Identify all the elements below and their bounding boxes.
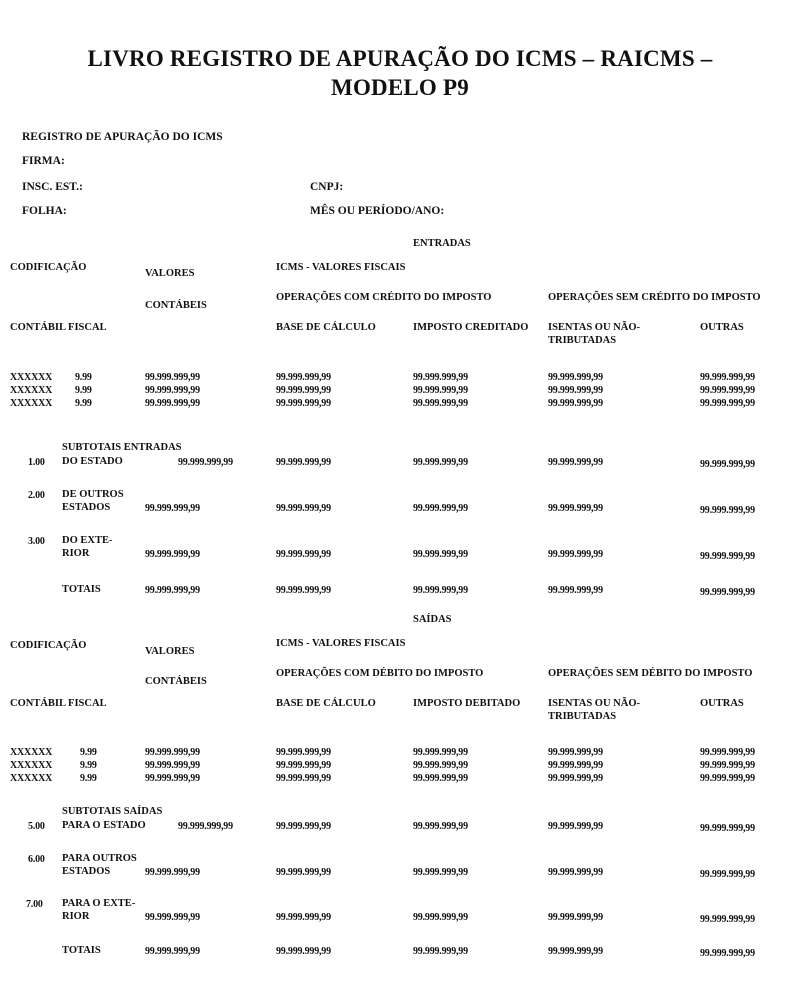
entradas-section-title: ENTRADAS xyxy=(413,238,471,249)
subtotal-label-line2: RIOR xyxy=(62,911,90,922)
subtotal-base: 99.999.999,99 xyxy=(276,549,331,560)
row-fiscal: 9.99 xyxy=(75,385,92,396)
row-imposto: 99.999.999,99 xyxy=(413,747,468,758)
subtotal-base: 99.999.999,99 xyxy=(276,503,331,514)
subtotal-label-line2: RIOR xyxy=(62,548,90,559)
saidas-codificacao: CODIFICAÇÃO xyxy=(10,640,87,651)
subtotal-code: 7.00 xyxy=(26,899,43,910)
row-isentas: 99.999.999,99 xyxy=(548,385,603,396)
row-isentas: 99.999.999,99 xyxy=(548,747,603,758)
firma-label: FIRMA: xyxy=(22,155,65,167)
totais-valor-contabil: 99.999.999,99 xyxy=(145,585,200,596)
subtotal-isentas: 99.999.999,99 xyxy=(548,821,603,832)
subtotal-valor-contabil: 99.999.999,99 xyxy=(145,549,200,560)
saidas-contabil-fiscal: CONTÁBIL FISCAL xyxy=(10,698,107,709)
subtotal-valor-contabil: 99.999.999,99 xyxy=(145,912,200,923)
entradas-op-com-credito: OPERAÇÕES COM CRÉDITO DO IMPOSTO xyxy=(276,292,492,303)
subtotal-label-line2: ESTADOS xyxy=(62,866,111,877)
row-isentas: 99.999.999,99 xyxy=(548,398,603,409)
subtotal-outras: 99.999.999,99 xyxy=(700,823,755,834)
subtotal-imposto: 99.999.999,99 xyxy=(413,867,468,878)
row-isentas: 99.999.999,99 xyxy=(548,372,603,383)
subtotal-imposto: 99.999.999,99 xyxy=(413,457,468,468)
subtotal-label-line1: PARA O EXTE- xyxy=(62,898,136,909)
row-outras: 99.999.999,99 xyxy=(700,398,755,409)
row-isentas: 99.999.999,99 xyxy=(548,773,603,784)
subtotal-code: 1.00 xyxy=(28,457,45,468)
subtotal-imposto: 99.999.999,99 xyxy=(413,821,468,832)
mes-periodo-label: MÊS OU PERÍODO/ANO: xyxy=(310,205,445,217)
saidas-icms-valores-fiscais: ICMS - VALORES FISCAIS xyxy=(276,638,406,649)
row-valor-contabil: 99.999.999,99 xyxy=(145,747,200,758)
row-fiscal: 9.99 xyxy=(75,398,92,409)
subtotal-imposto: 99.999.999,99 xyxy=(413,912,468,923)
row-outras: 99.999.999,99 xyxy=(700,760,755,771)
row-fiscal: 9.99 xyxy=(80,773,97,784)
row-imposto: 99.999.999,99 xyxy=(413,372,468,383)
subtotal-base: 99.999.999,99 xyxy=(276,457,331,468)
saidas-subtotais-title: SUBTOTAIS SAÍDAS xyxy=(62,806,163,817)
subtotal-code: 2.00 xyxy=(28,490,45,501)
subtotal-label-line1: DO EXTE- xyxy=(62,535,113,546)
subtotal-outras: 99.999.999,99 xyxy=(700,459,755,470)
subtotal-isentas: 99.999.999,99 xyxy=(548,867,603,878)
row-outras: 99.999.999,99 xyxy=(700,385,755,396)
row-outras: 99.999.999,99 xyxy=(700,773,755,784)
row-base: 99.999.999,99 xyxy=(276,773,331,784)
subtotal-base: 99.999.999,99 xyxy=(276,821,331,832)
entradas-contabil-fiscal: CONTÁBIL FISCAL xyxy=(10,322,107,333)
subtotal-label: DO ESTADO xyxy=(62,456,123,467)
row-base: 99.999.999,99 xyxy=(276,747,331,758)
entradas-contabeis: CONTÁBEIS xyxy=(145,300,207,311)
entradas-outras: OUTRAS xyxy=(700,322,744,333)
totais-label: TOTAIS xyxy=(62,945,101,956)
row-imposto: 99.999.999,99 xyxy=(413,398,468,409)
subtotal-label: PARA O ESTADO xyxy=(62,820,146,831)
totais-isentas: 99.999.999,99 xyxy=(548,946,603,957)
subtotal-isentas: 99.999.999,99 xyxy=(548,549,603,560)
registro-label: REGISTRO DE APURAÇÃO DO ICMS xyxy=(22,131,223,143)
row-isentas: 99.999.999,99 xyxy=(548,760,603,771)
cnpj-label: CNPJ: xyxy=(310,181,344,193)
saidas-outras: OUTRAS xyxy=(700,698,744,709)
row-valor-contabil: 99.999.999,99 xyxy=(145,372,200,383)
subtotal-imposto: 99.999.999,99 xyxy=(413,549,468,560)
totais-isentas: 99.999.999,99 xyxy=(548,585,603,596)
totais-valor-contabil: 99.999.999,99 xyxy=(145,946,200,957)
row-cod: XXXXXX xyxy=(10,760,53,771)
document-title-line1: LIVRO REGISTRO DE APURAÇÃO DO ICMS – RAICMS – xyxy=(87,46,713,71)
row-base: 99.999.999,99 xyxy=(276,398,331,409)
totais-base: 99.999.999,99 xyxy=(276,585,331,596)
subtotal-code: 5.00 xyxy=(28,821,45,832)
totais-outras: 99.999.999,99 xyxy=(700,948,755,959)
folha-label: FOLHA: xyxy=(22,205,67,217)
subtotal-valor-contabil: 99.999.999,99 xyxy=(145,503,200,514)
row-valor-contabil: 99.999.999,99 xyxy=(145,773,200,784)
totais-base: 99.999.999,99 xyxy=(276,946,331,957)
row-imposto: 99.999.999,99 xyxy=(413,760,468,771)
entradas-op-sem-credito: OPERAÇÕES SEM CRÉDITO DO IMPOSTO xyxy=(548,292,761,303)
saidas-isentas-line1: ISENTAS OU NÃO- xyxy=(548,698,640,709)
row-base: 99.999.999,99 xyxy=(276,385,331,396)
subtotal-imposto: 99.999.999,99 xyxy=(413,503,468,514)
document-title-line2: MODELO P9 xyxy=(331,75,469,100)
entradas-isentas-line1: ISENTAS OU NÃO- xyxy=(548,322,640,333)
saidas-isentas-line2: TRIBUTADAS xyxy=(548,711,617,722)
subtotal-isentas: 99.999.999,99 xyxy=(548,457,603,468)
entradas-valores: VALORES xyxy=(145,268,195,279)
row-outras: 99.999.999,99 xyxy=(700,747,755,758)
entradas-imposto-creditado: IMPOSTO CREDITADO xyxy=(413,322,529,333)
row-valor-contabil: 99.999.999,99 xyxy=(145,385,200,396)
entradas-codificacao: CODIFICAÇÃO xyxy=(10,262,87,273)
row-fiscal: 9.99 xyxy=(80,760,97,771)
entradas-subtotais-title: SUBTOTAIS ENTRADAS xyxy=(62,442,182,453)
row-base: 99.999.999,99 xyxy=(276,760,331,771)
row-cod: XXXXXX xyxy=(10,773,53,784)
row-valor-contabil: 99.999.999,99 xyxy=(145,760,200,771)
row-cod: XXXXXX xyxy=(10,385,53,396)
subtotal-code: 3.00 xyxy=(28,536,45,547)
row-cod: XXXXXX xyxy=(10,372,53,383)
row-valor-contabil: 99.999.999,99 xyxy=(145,398,200,409)
totais-imposto: 99.999.999,99 xyxy=(413,946,468,957)
entradas-isentas-line2: TRIBUTADAS xyxy=(548,335,617,346)
totais-outras: 99.999.999,99 xyxy=(700,587,755,598)
subtotal-label-line1: DE OUTROS xyxy=(62,489,124,500)
entradas-base-calculo: BASE DE CÁLCULO xyxy=(276,322,376,333)
row-base: 99.999.999,99 xyxy=(276,372,331,383)
subtotal-outras: 99.999.999,99 xyxy=(700,914,755,925)
row-fiscal: 9.99 xyxy=(75,372,92,383)
row-outras: 99.999.999,99 xyxy=(700,372,755,383)
saidas-imposto-debitado: IMPOSTO DEBITADO xyxy=(413,698,521,709)
subtotal-valor-contabil: 99.999.999,99 xyxy=(178,457,233,468)
row-imposto: 99.999.999,99 xyxy=(413,773,468,784)
subtotal-valor-contabil: 99.999.999,99 xyxy=(145,867,200,878)
saidas-section-title: SAÍDAS xyxy=(413,614,452,625)
subtotal-outras: 99.999.999,99 xyxy=(700,551,755,562)
saidas-valores: VALORES xyxy=(145,646,195,657)
saidas-op-com-debito: OPERAÇÕES COM DÉBITO DO IMPOSTO xyxy=(276,668,484,679)
subtotal-outras: 99.999.999,99 xyxy=(700,869,755,880)
saidas-op-sem-debito: OPERAÇÕES SEM DÉBITO DO IMPOSTO xyxy=(548,668,753,679)
saidas-contabeis: CONTÁBEIS xyxy=(145,676,207,687)
subtotal-isentas: 99.999.999,99 xyxy=(548,503,603,514)
totais-label: TOTAIS xyxy=(62,584,101,595)
row-cod: XXXXXX xyxy=(10,398,53,409)
subtotal-base: 99.999.999,99 xyxy=(276,867,331,878)
row-imposto: 99.999.999,99 xyxy=(413,385,468,396)
subtotal-outras: 99.999.999,99 xyxy=(700,505,755,516)
subtotal-code: 6.00 xyxy=(28,854,45,865)
subtotal-isentas: 99.999.999,99 xyxy=(548,912,603,923)
subtotal-valor-contabil: 99.999.999,99 xyxy=(178,821,233,832)
saidas-base-calculo: BASE DE CÁLCULO xyxy=(276,698,376,709)
insc-est-label: INSC. EST.: xyxy=(22,181,83,193)
entradas-icms-valores-fiscais: ICMS - VALORES FISCAIS xyxy=(276,262,406,273)
subtotal-base: 99.999.999,99 xyxy=(276,912,331,923)
totais-imposto: 99.999.999,99 xyxy=(413,585,468,596)
subtotal-label-line1: PARA OUTROS xyxy=(62,853,137,864)
subtotal-label-line2: ESTADOS xyxy=(62,502,111,513)
row-cod: XXXXXX xyxy=(10,747,53,758)
row-fiscal: 9.99 xyxy=(80,747,97,758)
